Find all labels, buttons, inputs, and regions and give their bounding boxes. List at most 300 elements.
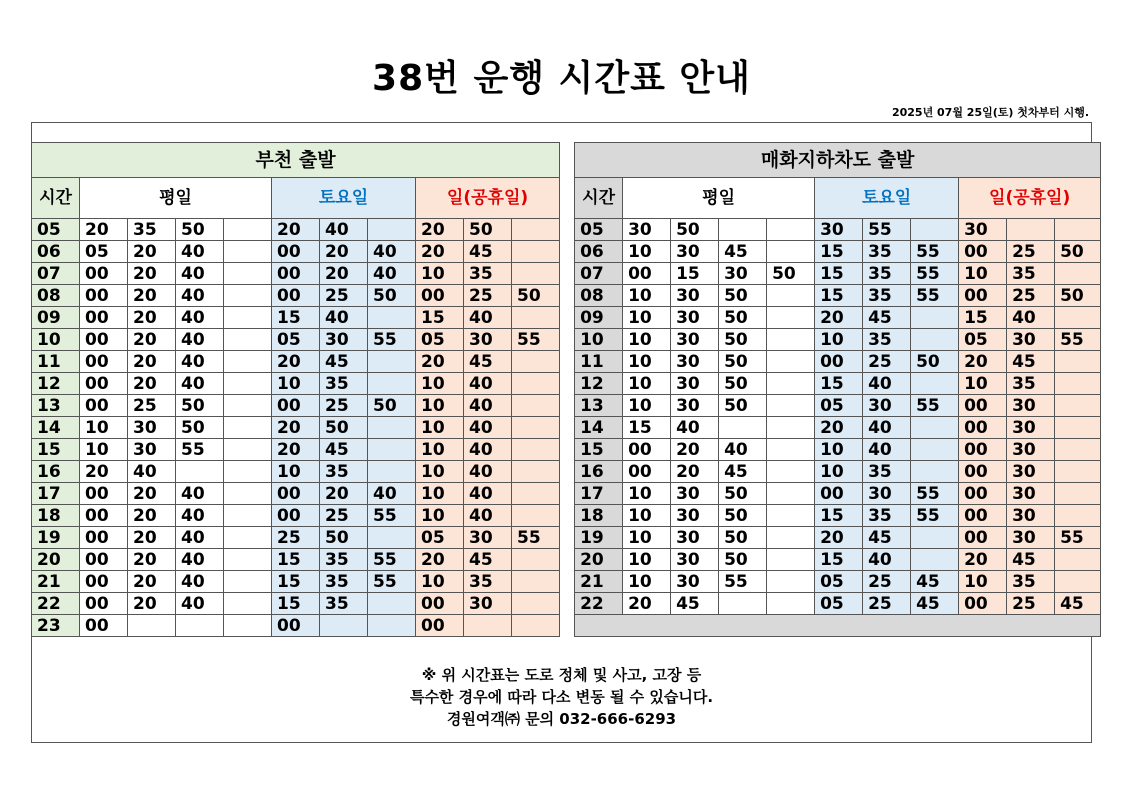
left-saturday-time: 55 (368, 329, 416, 351)
right-weekday-time (767, 593, 815, 615)
right-weekday-time: 10 (623, 549, 671, 571)
right-weekday-time (767, 439, 815, 461)
left-weekday-time: 20 (80, 219, 128, 241)
right-weekday-time: 10 (623, 373, 671, 395)
left-weekday-time: 00 (80, 285, 128, 307)
right-weekday-time: 30 (671, 483, 719, 505)
left-sunday-time: 10 (416, 263, 464, 285)
left-saturday-time (368, 219, 416, 241)
right-weekday-time (767, 285, 815, 307)
left-sunday-time: 30 (464, 593, 512, 615)
left-saturday-time: 40 (368, 483, 416, 505)
right-weekday-time: 10 (623, 285, 671, 307)
right-sunday-time: 00 (959, 395, 1007, 417)
left-weekday-time (224, 395, 272, 417)
left-sunday-time (512, 505, 560, 527)
right-saturday-time: 40 (863, 549, 911, 571)
left-weekday-time: 25 (128, 395, 176, 417)
right-saturday-time: 55 (911, 395, 959, 417)
right-weekday-time: 50 (719, 329, 767, 351)
right-sunday-time (1055, 307, 1101, 329)
left-saturday-time: 15 (272, 307, 320, 329)
right-weekday-time: 30 (671, 329, 719, 351)
table-row (32, 615, 1101, 637)
left-saturday-time: 50 (320, 417, 368, 439)
right-weekday-time: 10 (623, 329, 671, 351)
table-row (32, 549, 1101, 571)
left-saturday-time: 05 (272, 329, 320, 351)
notice-line-1: ※ 위 시간표는 도로 정체 및 사고, 고장 등 (421, 666, 702, 684)
left-weekday-time: 50 (176, 417, 224, 439)
left-sunday-time (512, 571, 560, 593)
left-weekday-time (128, 615, 176, 637)
right-sunday-time: 30 (1007, 395, 1055, 417)
left-hour-cell: 15 (32, 439, 80, 461)
right-sunday-time: 00 (959, 593, 1007, 615)
left-saturday-time (368, 461, 416, 483)
left-saturday-time (368, 307, 416, 329)
right-sunday-time (1055, 395, 1101, 417)
column-gap (560, 219, 575, 241)
left-weekday-time (224, 219, 272, 241)
left-sunday-time (512, 417, 560, 439)
right-weekday-time: 30 (671, 307, 719, 329)
left-sunday-time: 30 (464, 527, 512, 549)
left-saturday-time: 25 (320, 505, 368, 527)
left-weekday-time: 35 (128, 219, 176, 241)
left-sunday-time (512, 593, 560, 615)
left-saturday-time (368, 373, 416, 395)
left-saturday-time: 00 (272, 263, 320, 285)
left-weekday-time (224, 241, 272, 263)
left-weekday-time: 00 (80, 329, 128, 351)
column-gap (560, 373, 575, 395)
right-hour-cell: 21 (575, 571, 623, 593)
left-weekday-time (224, 329, 272, 351)
right-hour-cell: 19 (575, 527, 623, 549)
right-sunday-time (1055, 439, 1101, 461)
column-gap (560, 483, 575, 505)
left-saturday-time: 50 (368, 285, 416, 307)
left-saturday-time: 00 (272, 615, 320, 637)
right-weekday-time: 20 (671, 439, 719, 461)
right-sunday-time: 30 (1007, 417, 1055, 439)
left-saturday-time: 35 (320, 593, 368, 615)
right-saturday-time: 20 (815, 417, 863, 439)
left-saturday-time: 20 (320, 483, 368, 505)
right-saturday-time (911, 417, 959, 439)
right-sunday-time: 15 (959, 307, 1007, 329)
left-weekday-time: 10 (80, 417, 128, 439)
left-sunday-time: 35 (464, 571, 512, 593)
right-saturday-time (911, 461, 959, 483)
left-weekday-time: 00 (80, 351, 128, 373)
right-saturday-time: 55 (911, 505, 959, 527)
right-sunday-time (1055, 461, 1101, 483)
left-weekday-time: 30 (128, 417, 176, 439)
left-sunday-time: 15 (416, 307, 464, 329)
left-hour-cell: 05 (32, 219, 80, 241)
right-weekday-time (767, 373, 815, 395)
table-row (32, 417, 1101, 439)
left-hour-cell: 16 (32, 461, 80, 483)
left-weekday-time (224, 263, 272, 285)
right-sunday-time: 25 (1007, 285, 1055, 307)
right-weekday-time (767, 483, 815, 505)
left-saturday-time (368, 439, 416, 461)
right-saturday-time (911, 549, 959, 571)
left-weekday-time (224, 571, 272, 593)
left-saturday-time: 40 (368, 263, 416, 285)
left-sunday-time: 40 (464, 505, 512, 527)
left-weekday-time: 50 (176, 219, 224, 241)
left-sunday-time: 40 (464, 439, 512, 461)
right-weekday-time: 10 (623, 307, 671, 329)
left-weekday-time: 00 (80, 571, 128, 593)
left-saturday-time: 10 (272, 373, 320, 395)
left-sunday-time (512, 307, 560, 329)
right-sunday-time: 30 (1007, 439, 1055, 461)
right-saturday-time: 45 (863, 527, 911, 549)
right-sunday-time: 00 (959, 527, 1007, 549)
right-saturday-time (911, 329, 959, 351)
left-hour-cell: 23 (32, 615, 80, 637)
right-weekday-time: 55 (719, 571, 767, 593)
right-hour-cell: 17 (575, 483, 623, 505)
column-gap (560, 285, 575, 307)
right-weekday-time: 10 (623, 241, 671, 263)
contact-line: 경원여객㈜ 문의 032-666-6293 (446, 710, 677, 728)
right-saturday-time: 15 (815, 505, 863, 527)
left-weekday-time: 40 (176, 549, 224, 571)
left-hour-cell: 14 (32, 417, 80, 439)
left-saturday-time: 55 (368, 505, 416, 527)
left-sunday-time: 55 (512, 329, 560, 351)
right-sunday-time: 30 (1007, 527, 1055, 549)
left-sunday-time: 45 (464, 241, 512, 263)
left-saturday-time: 55 (368, 571, 416, 593)
right-weekday-time (719, 417, 767, 439)
right-sunday-time: 30 (959, 219, 1007, 241)
right-saturday-time: 50 (911, 351, 959, 373)
left-saturday-time: 10 (272, 461, 320, 483)
left-sunday-time (512, 263, 560, 285)
right-saturday-time: 10 (815, 461, 863, 483)
right-weekday-time: 50 (719, 549, 767, 571)
right-weekday-time: 30 (671, 351, 719, 373)
left-sunday-time: 55 (512, 527, 560, 549)
left-heading: 부천 출발 (32, 143, 560, 178)
left-sunday-time: 40 (464, 417, 512, 439)
left-sunday-time (464, 615, 512, 637)
left-saturday-time (368, 593, 416, 615)
right-weekday-time: 50 (719, 351, 767, 373)
right-weekday-time: 00 (623, 263, 671, 285)
right-sunday-time (1055, 483, 1101, 505)
left-saturday-time (368, 615, 416, 637)
left-weekday-time: 40 (176, 241, 224, 263)
right-saturday-time: 55 (911, 241, 959, 263)
timetable (31, 142, 1101, 637)
left-weekday-time (224, 615, 272, 637)
right-weekday-time: 40 (719, 439, 767, 461)
right-weekday-time: 30 (671, 527, 719, 549)
right-sunday-label: 일(공휴일) (959, 178, 1101, 219)
column-gap (560, 527, 575, 549)
right-sunday-time: 05 (959, 329, 1007, 351)
left-hour-cell: 13 (32, 395, 80, 417)
right-sunday-time: 20 (959, 351, 1007, 373)
left-sunday-time: 05 (416, 329, 464, 351)
right-sunday-time (1055, 417, 1101, 439)
left-saturday-time: 20 (272, 351, 320, 373)
left-weekday-time: 20 (128, 285, 176, 307)
left-weekday-time: 20 (128, 241, 176, 263)
right-sunday-time: 35 (1007, 571, 1055, 593)
right-weekday-time (767, 219, 815, 241)
right-weekday-time: 50 (719, 285, 767, 307)
left-sunday-time: 45 (464, 351, 512, 373)
left-hour-cell: 19 (32, 527, 80, 549)
left-weekday-time: 40 (176, 263, 224, 285)
left-weekday-time: 40 (176, 483, 224, 505)
right-weekday-time (767, 417, 815, 439)
left-sunday-time (512, 615, 560, 637)
right-saturday-time: 10 (815, 439, 863, 461)
left-sunday-time: 35 (464, 263, 512, 285)
right-weekday-time: 50 (719, 483, 767, 505)
right-saturday-time: 45 (911, 593, 959, 615)
right-hour-cell: 15 (575, 439, 623, 461)
left-weekday-time: 20 (80, 461, 128, 483)
right-weekday-time (767, 461, 815, 483)
right-weekday-time: 50 (719, 307, 767, 329)
left-weekday-time: 20 (128, 505, 176, 527)
table-row (32, 483, 1101, 505)
left-saturday-time: 00 (272, 241, 320, 263)
left-sunday-time (512, 241, 560, 263)
left-saturday-time: 45 (320, 351, 368, 373)
left-weekday-time (176, 461, 224, 483)
left-saturday-time: 15 (272, 593, 320, 615)
left-weekday-time: 00 (80, 483, 128, 505)
left-weekday-time: 05 (80, 241, 128, 263)
right-saturday-time: 05 (815, 395, 863, 417)
left-saturday-time: 00 (272, 395, 320, 417)
left-sunday-time: 40 (464, 373, 512, 395)
right-time-label: 시간 (575, 178, 623, 219)
right-sunday-time: 00 (959, 285, 1007, 307)
left-sunday-time: 10 (416, 461, 464, 483)
right-saturday-time: 15 (815, 285, 863, 307)
table-row (32, 285, 1101, 307)
left-saturday-time: 30 (320, 329, 368, 351)
left-saturday-time: 50 (320, 527, 368, 549)
table-row (32, 329, 1101, 351)
page-title: 38번 운행 시간표 안내 (372, 58, 751, 99)
right-sunday-time: 00 (959, 461, 1007, 483)
left-saturday-time: 50 (368, 395, 416, 417)
left-weekday-time (224, 483, 272, 505)
left-weekday-time (224, 593, 272, 615)
right-saturday-time: 30 (863, 395, 911, 417)
table-row (32, 439, 1101, 461)
left-sunday-time: 40 (464, 483, 512, 505)
right-sunday-time: 30 (1007, 483, 1055, 505)
right-sunday-time (1007, 219, 1055, 241)
column-gap (560, 505, 575, 527)
right-saturday-time: 00 (815, 483, 863, 505)
right-sunday-time: 45 (1055, 593, 1101, 615)
effective-date: 2025년 07월 25일(토) 첫차부터 시행. (891, 106, 1089, 119)
right-sunday-time: 20 (959, 549, 1007, 571)
right-weekday-time: 30 (671, 285, 719, 307)
table-row (32, 373, 1101, 395)
left-sunday-time: 25 (464, 285, 512, 307)
right-sunday-time: 25 (1007, 241, 1055, 263)
right-weekday-time: 30 (671, 395, 719, 417)
right-saturday-time: 30 (863, 483, 911, 505)
left-sunday-time: 40 (464, 461, 512, 483)
left-sunday-time (512, 483, 560, 505)
left-sunday-time (512, 351, 560, 373)
right-weekday-time: 50 (671, 219, 719, 241)
right-hour-cell: 14 (575, 417, 623, 439)
right-weekday-time (719, 219, 767, 241)
right-saturday-time: 35 (863, 329, 911, 351)
right-saturday-time: 55 (911, 483, 959, 505)
left-sunday-time: 20 (416, 241, 464, 263)
left-weekday-time (224, 373, 272, 395)
left-weekday-time: 20 (128, 263, 176, 285)
left-saturday-time: 35 (320, 461, 368, 483)
right-sunday-time: 30 (1007, 505, 1055, 527)
left-hour-cell: 09 (32, 307, 80, 329)
right-saturday-time: 20 (815, 307, 863, 329)
right-sunday-time (1055, 219, 1101, 241)
right-saturday-time: 40 (863, 373, 911, 395)
left-sunday-time (512, 219, 560, 241)
left-sunday-time: 05 (416, 527, 464, 549)
right-weekday-time: 30 (719, 263, 767, 285)
right-sunday-time (1055, 263, 1101, 285)
right-saturday-time: 05 (815, 571, 863, 593)
left-weekday-time: 00 (80, 395, 128, 417)
left-weekday-time: 20 (128, 571, 176, 593)
left-weekday-time: 20 (128, 351, 176, 373)
right-hour-cell: 13 (575, 395, 623, 417)
notice-footer (31, 664, 1092, 730)
left-weekday-time: 50 (176, 395, 224, 417)
right-saturday-time: 20 (815, 527, 863, 549)
right-hour-cell: 11 (575, 351, 623, 373)
column-gap (560, 329, 575, 351)
right-sunday-time: 00 (959, 483, 1007, 505)
right-saturday-time: 15 (815, 549, 863, 571)
left-saturday-time: 20 (272, 219, 320, 241)
right-sunday-time: 40 (1007, 307, 1055, 329)
left-saturday-time (368, 527, 416, 549)
right-saturday-time: 10 (815, 329, 863, 351)
left-hour-cell: 17 (32, 483, 80, 505)
left-hour-cell: 22 (32, 593, 80, 615)
left-sunday-time: 40 (464, 395, 512, 417)
table-row (32, 219, 1101, 241)
right-weekday-time: 10 (623, 571, 671, 593)
left-saturday-time: 45 (320, 439, 368, 461)
left-sunday-time: 20 (416, 219, 464, 241)
left-weekday-time (224, 439, 272, 461)
left-weekday-time: 00 (80, 373, 128, 395)
right-saturday-time: 00 (815, 351, 863, 373)
right-weekday-time: 50 (719, 373, 767, 395)
left-saturday-time: 00 (272, 483, 320, 505)
left-hour-cell: 08 (32, 285, 80, 307)
left-weekday-time: 00 (80, 527, 128, 549)
left-hour-cell: 06 (32, 241, 80, 263)
left-sunday-time: 00 (416, 285, 464, 307)
column-gap (560, 143, 575, 178)
right-sunday-time: 00 (959, 439, 1007, 461)
right-weekday-time: 00 (623, 439, 671, 461)
left-saturday-time: 25 (272, 527, 320, 549)
column-gap (560, 417, 575, 439)
left-hour-cell: 20 (32, 549, 80, 571)
column-gap (560, 549, 575, 571)
right-saturday-time: 35 (863, 285, 911, 307)
table-row (32, 527, 1101, 549)
right-hour-cell: 16 (575, 461, 623, 483)
column-gap (560, 351, 575, 373)
table-row (32, 241, 1101, 263)
right-hour-cell: 05 (575, 219, 623, 241)
right-saturday-time: 30 (815, 219, 863, 241)
right-saturday-time: 55 (863, 219, 911, 241)
right-saturday-time: 25 (863, 593, 911, 615)
left-sunday-time (512, 461, 560, 483)
left-weekday-time: 00 (80, 307, 128, 329)
left-weekday-time: 00 (80, 593, 128, 615)
left-time-label: 시간 (32, 178, 80, 219)
right-weekday-time (767, 241, 815, 263)
left-weekday-time (224, 307, 272, 329)
left-saturday-label: 토요일 (272, 178, 416, 219)
right-saturday-time: 15 (815, 241, 863, 263)
right-saturday-time (911, 527, 959, 549)
left-hour-cell: 18 (32, 505, 80, 527)
left-saturday-time: 40 (320, 219, 368, 241)
right-saturday-label: 토요일 (815, 178, 959, 219)
right-saturday-time: 55 (911, 263, 959, 285)
right-hour-cell: 07 (575, 263, 623, 285)
table-row (32, 263, 1101, 285)
column-gap (560, 263, 575, 285)
left-weekday-time: 40 (176, 329, 224, 351)
column-gap (560, 593, 575, 615)
right-weekday-time: 50 (719, 527, 767, 549)
left-hour-cell: 12 (32, 373, 80, 395)
right-hour-cell: 09 (575, 307, 623, 329)
right-saturday-time (911, 307, 959, 329)
left-weekday-time: 20 (128, 549, 176, 571)
right-empty-row (575, 615, 1101, 637)
table-row (32, 351, 1101, 373)
left-saturday-time: 20 (272, 417, 320, 439)
right-weekday-time: 10 (623, 527, 671, 549)
left-weekday-time (224, 285, 272, 307)
right-weekday-time (767, 329, 815, 351)
right-weekday-time: 30 (671, 571, 719, 593)
